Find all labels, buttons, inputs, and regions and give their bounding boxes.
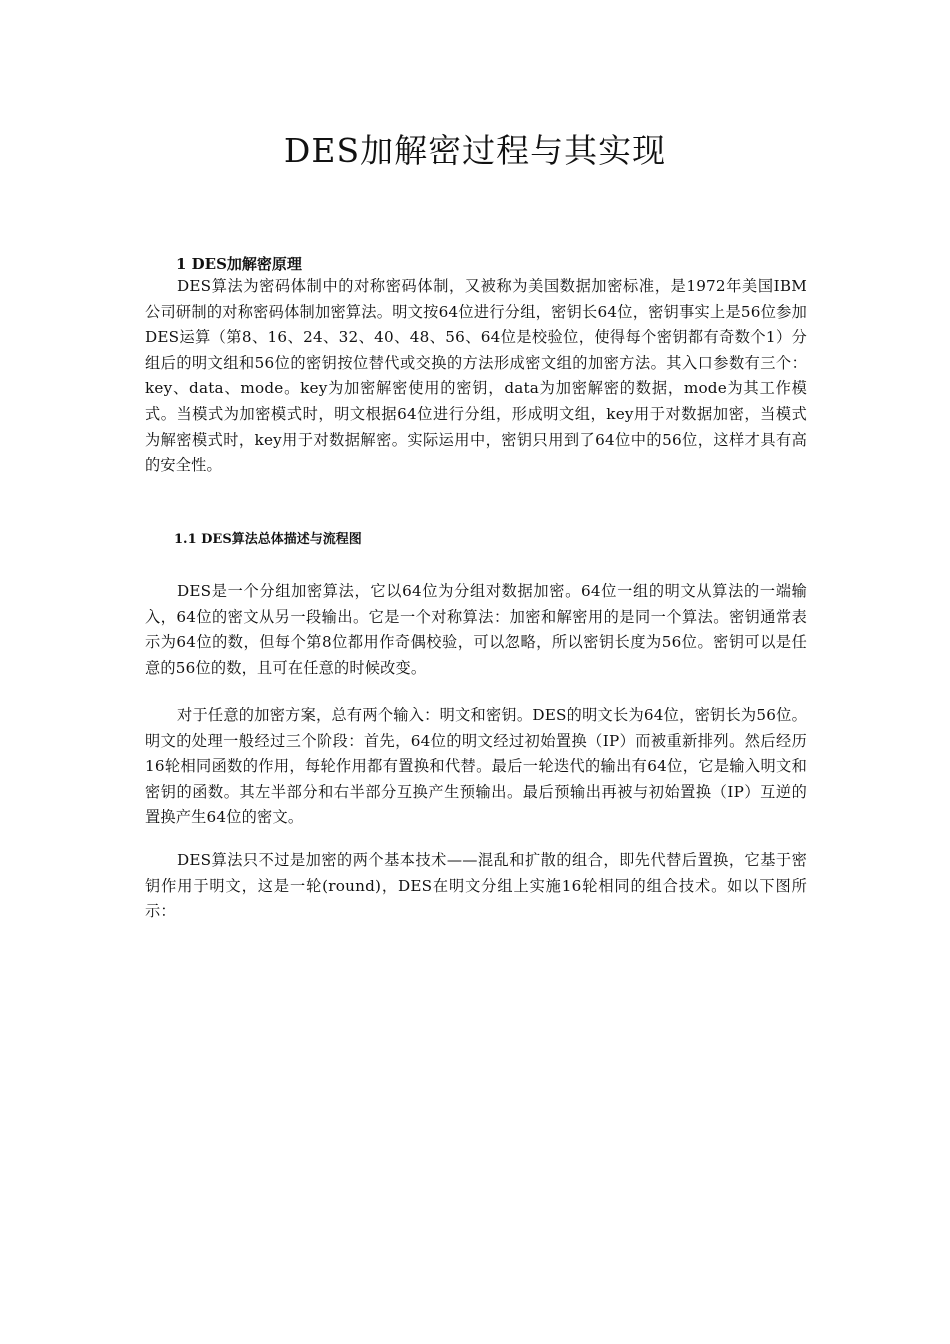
paragraph-des-confusion-diffusion: DES算法只不过是加密的两个基本技术——混乱和扩散的组合，即先代替后置换，它基于密钥作用于明文，这是一轮(round)，DES在明文分组上实施16轮相同的组合技术。如以下图所示： — [145, 851, 807, 921]
paragraph-des-principle: DES算法为密码体制中的对称密码体制，又被称为美国数据加密标准，是1972年美国IBM公司研制的对称密码体制加密算法。明文按64位进行分组，密钥长64位，密钥事实上是56位参加DES运算（第8、16、24、32、40、48、56、64位是校验位，使得每个密钥都有奇数个1）分组后的明文组和56位的密钥按位替代或交换的方法形成密文组的加密方法。其入口参数有三个：key、data、mode。key为加密解密使用的密钥，data为加密解密的数据，mode为其工作模式。当模式为加密模式时，明文根据64位进行分组，形成明文组，key用于对数据加密，当模式为解密模式时，key用于对数据解密。实际运用中，密钥只用到了64位中的56位，这样才具有高的安全性。 — [145, 277, 807, 475]
document-title: DES加解密过程与其实现 — [283, 131, 667, 170]
subsection-heading-des-overview: 1.1 DES算法总体描述与流程图 — [174, 532, 362, 547]
paragraph-des-inputs-stages: 对于任意的加密方案，总有两个输入：明文和密钥。DES的明文长为64位，密钥长为56位。明文的处理一般经过三个阶段：首先，64位的明文经过初始置换（IP）而被重新排列。然后经历16轮相同函数的作用，每轮作用都有置换和代替。最后一轮迭代的输出有64位，它是输入明文和密钥的函数。其左半部分和右半部分互换产生预输出。最后预输出再被与初始置换（IP）互逆的置换产生64位的密文。 — [145, 706, 807, 827]
paragraph-des-block-cipher: DES是一个分组加密算法，它以64位为分组对数据加密。64位一组的明文从算法的一端输入，64位的密文从另一段输出。它是一个对称算法：加密和解密用的是同一个算法。密钥通常表示为64位的数，但每个第8位都用作奇偶校验，可以忽略，所以密钥长度为56位。密钥可以是任意的56位的数，且可在任意的时候改变。 — [145, 582, 807, 677]
section-heading-des-principle: 1 DES加解密原理 — [176, 255, 302, 273]
